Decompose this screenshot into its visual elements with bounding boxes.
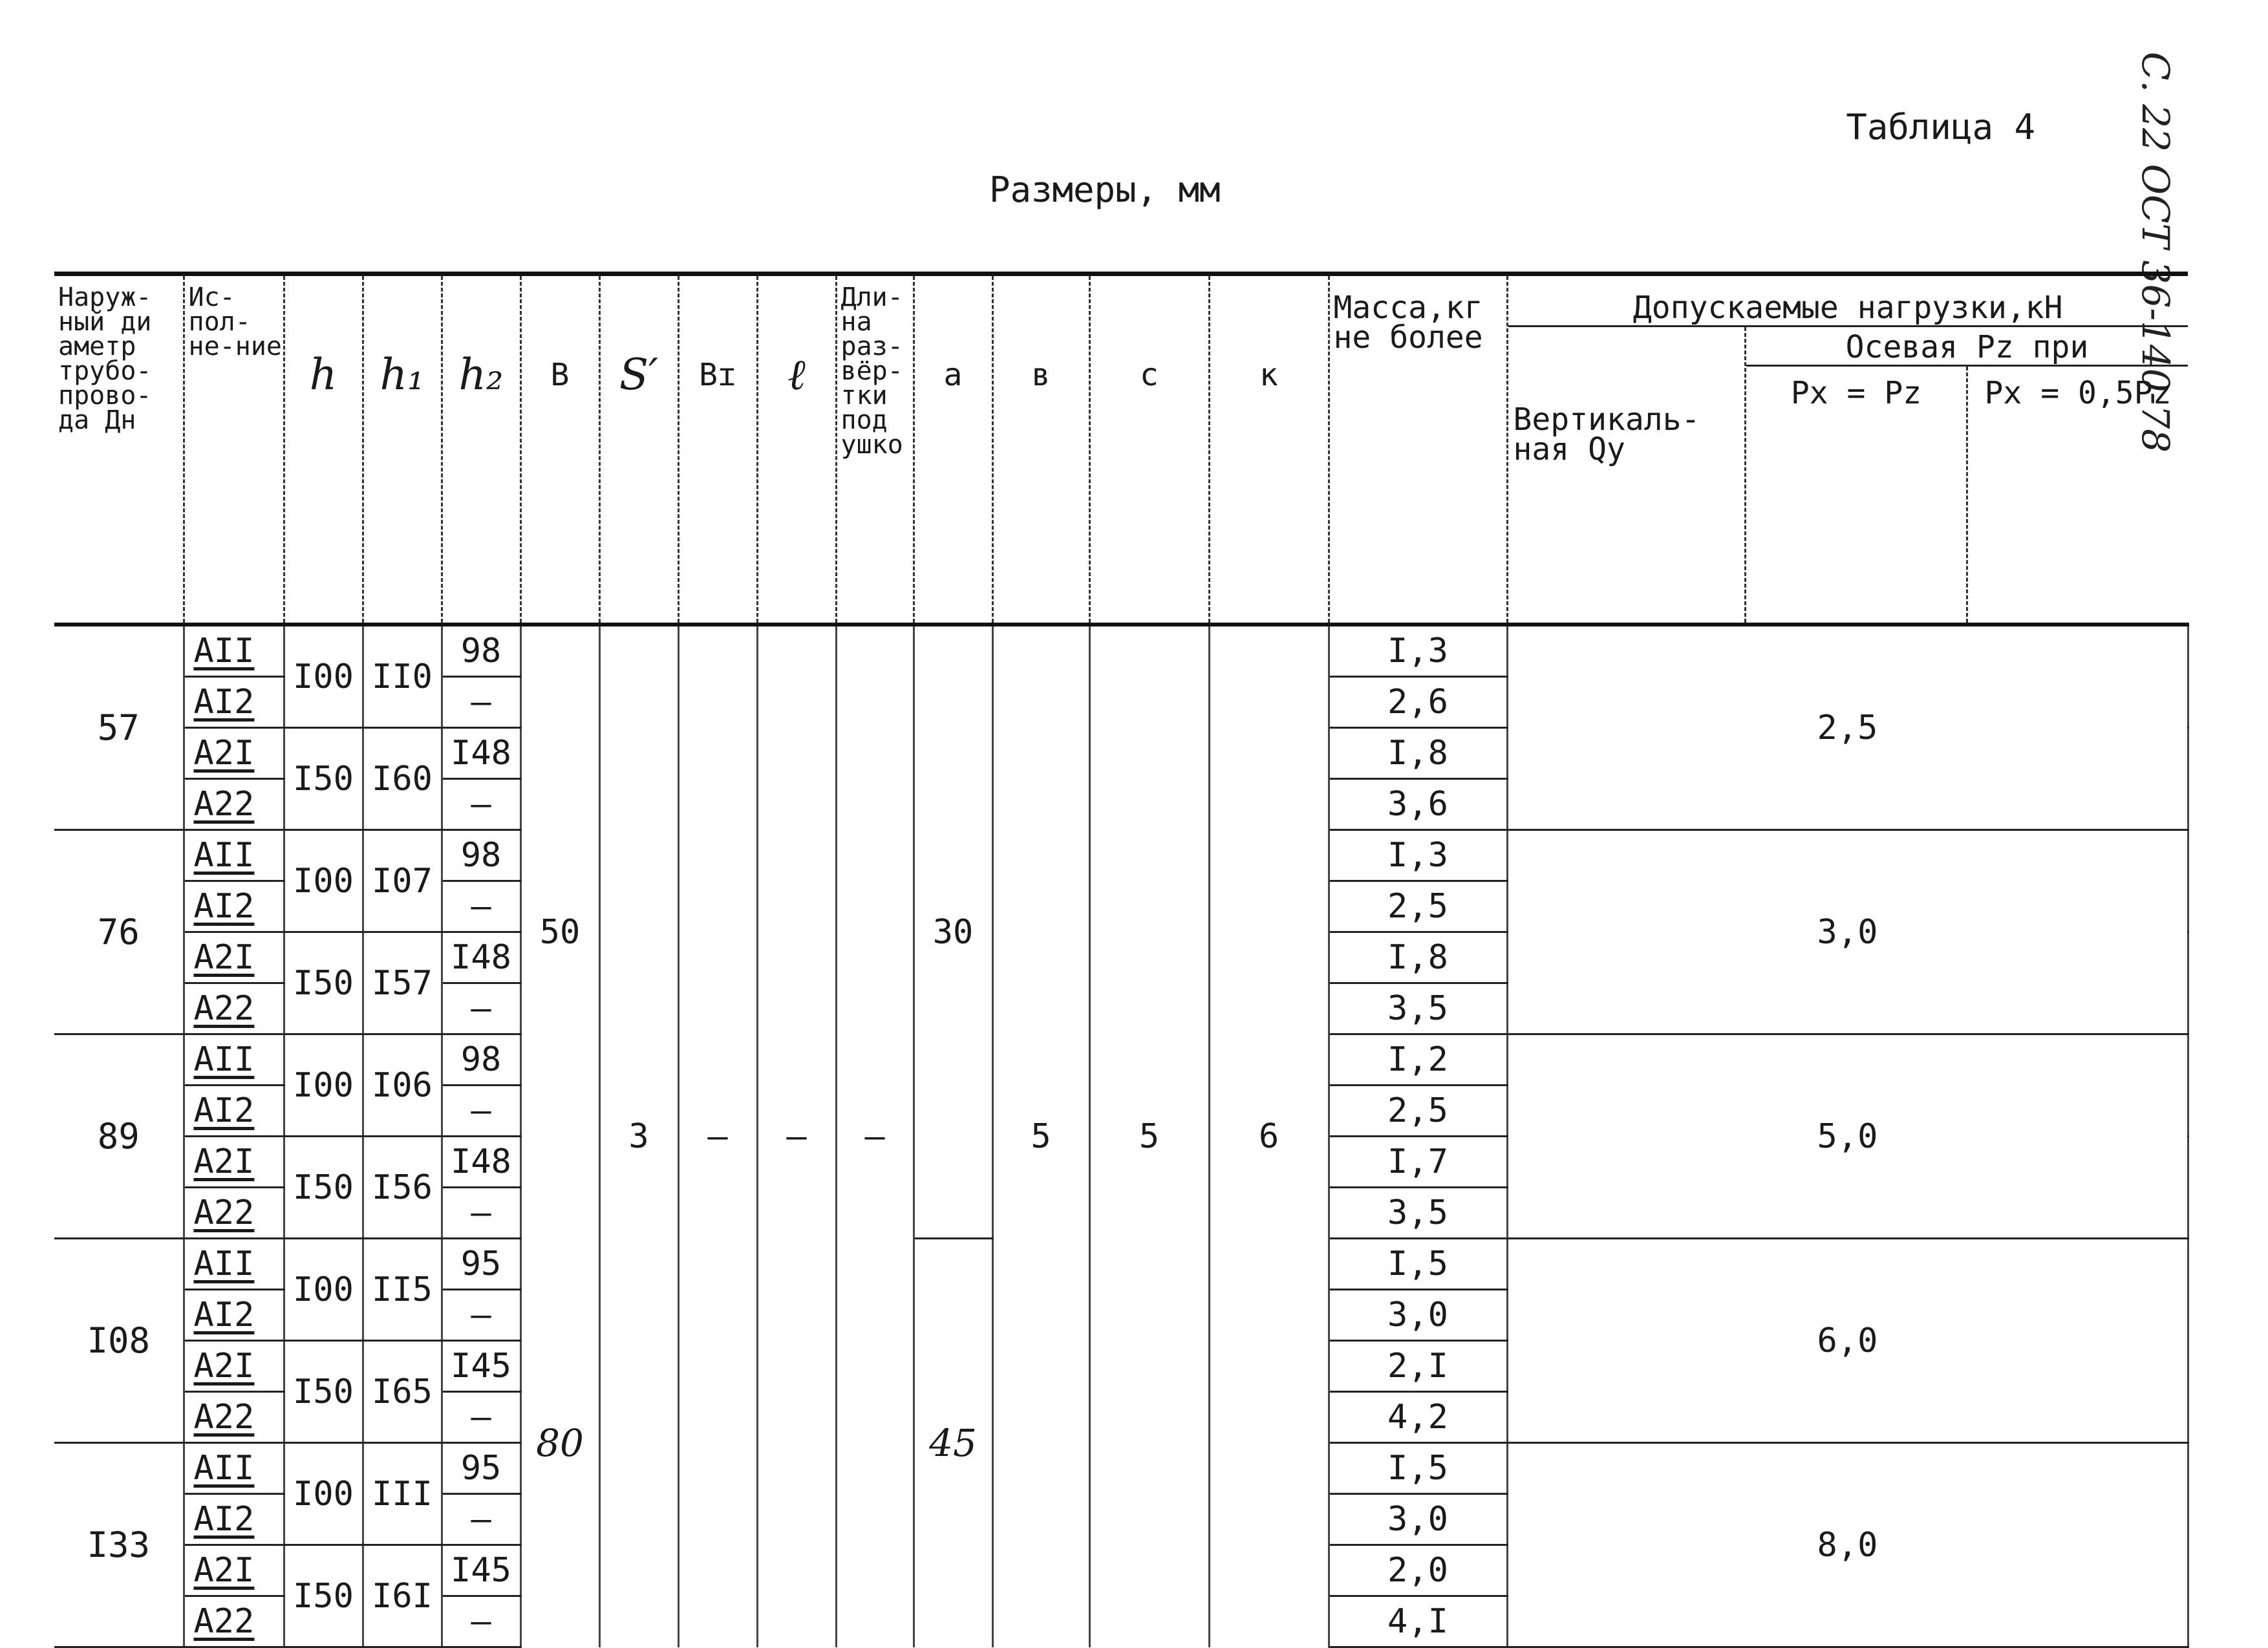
h1-cell: III	[363, 1443, 442, 1545]
b-cell: 5	[992, 625, 1089, 1647]
variant-cell: AI2	[184, 1290, 284, 1341]
variant-cell: A2I	[184, 932, 284, 983]
variant-cell: AI2	[184, 1494, 284, 1545]
variant-cell: A2I	[184, 728, 284, 779]
mass-cell: I,2	[1329, 1034, 1507, 1086]
h2-cell: –	[442, 1086, 520, 1137]
h1-cell: I56	[363, 1137, 442, 1239]
h-cell: I50	[284, 932, 363, 1034]
col-l: ℓ	[757, 274, 836, 625]
a-large-cell: 45	[914, 1239, 992, 1647]
variant-cell: A22	[184, 779, 284, 830]
col-px-half-pz: Px = 0,5Pz	[1984, 375, 2172, 411]
table-body	[54, 625, 2188, 1647]
h2-cell: –	[442, 1596, 520, 1647]
variant-cell: A2I	[184, 1341, 284, 1392]
dn-cell: 76	[54, 830, 184, 1034]
mass-cell: I,8	[1329, 728, 1507, 779]
h2-cell: 95	[442, 1443, 520, 1494]
col-h1: h₁	[363, 274, 442, 625]
h1-cell: I06	[363, 1034, 442, 1137]
dimensions-table	[54, 272, 2189, 1648]
col-b-upper: B	[520, 274, 599, 625]
col-axial: Осевая Pz при	[1746, 327, 2188, 367]
h-cell: I50	[284, 1137, 363, 1239]
h1-cell: I57	[363, 932, 442, 1034]
h2-cell: –	[442, 983, 520, 1034]
table-title: Размеры, мм	[989, 169, 1221, 210]
dn-cell: 57	[54, 625, 184, 830]
col-loads	[1507, 274, 2188, 625]
h-cell: I00	[284, 830, 363, 932]
col-b1: Bɪ	[678, 274, 757, 625]
h1-cell: I65	[363, 1341, 442, 1443]
h2-cell: –	[442, 1290, 520, 1341]
mass-cell: I,7	[1329, 1137, 1507, 1188]
variant-cell: AII	[184, 830, 284, 881]
mass-cell: 3,5	[1329, 1188, 1507, 1239]
mass-cell: 3,6	[1329, 779, 1507, 830]
mass-cell: I,8	[1329, 932, 1507, 983]
h-cell: I00	[284, 1239, 363, 1341]
col-px-eq-pz: Px = Pz	[1746, 367, 1968, 623]
variant-cell: A22	[184, 1596, 284, 1647]
col-h2: h₂	[442, 274, 520, 625]
variant-cell: A22	[184, 1188, 284, 1239]
vertical-load-cell: 5,0	[1507, 1034, 2188, 1239]
k-cell: 6	[1209, 625, 1329, 1647]
col-mass: Масса,кг не более	[1329, 274, 1507, 625]
mass-cell: I,5	[1329, 1443, 1507, 1494]
c-cell: 5	[1089, 625, 1209, 1647]
h2-cell: I48	[442, 1137, 520, 1188]
header-row	[54, 274, 2188, 625]
variant-cell: A22	[184, 983, 284, 1034]
variant-cell: AI2	[184, 677, 284, 728]
h-cell: I00	[284, 1443, 363, 1545]
vertical-load-cell: 3,0	[1507, 830, 2188, 1034]
h2-cell: –	[442, 881, 520, 932]
b-large-cell: 80	[520, 1239, 599, 1647]
mass-cell: I,3	[1329, 830, 1507, 881]
mass-cell: 4,2	[1329, 1392, 1507, 1443]
s-cell: 3	[599, 625, 678, 1647]
dn-cell: I08	[54, 1239, 184, 1443]
b-small-cell: 50	[520, 625, 599, 1239]
h2-cell: –	[442, 1392, 520, 1443]
l-cell: –	[757, 625, 836, 1647]
h2-cell: –	[442, 677, 520, 728]
vertical-load-cell: 8,0	[1507, 1443, 2188, 1647]
h-cell: I00	[284, 1034, 363, 1137]
table-number: Таблица 4	[1846, 107, 2035, 147]
variant-cell: AI2	[184, 881, 284, 932]
h2-cell: –	[442, 1494, 520, 1545]
col-h: h	[284, 274, 363, 625]
mass-cell: 3,0	[1329, 1494, 1507, 1545]
col-pad-length: Дли-на раз-вёр-тки под ушко	[836, 274, 914, 625]
dn-cell: I33	[54, 1443, 184, 1647]
h1-cell: I07	[363, 830, 442, 932]
variant-cell: AII	[184, 1239, 284, 1290]
mass-cell: 2,5	[1329, 1086, 1507, 1137]
col-s: S′	[599, 274, 678, 625]
col-a: а	[914, 274, 992, 625]
col-c: с	[1089, 274, 1209, 625]
col-variant: Ис-пол-не-ние	[184, 274, 284, 625]
loads-title: Допускаемые нагрузки,кН	[1508, 293, 2188, 327]
b1-cell: –	[678, 625, 757, 1647]
variant-cell: AII	[184, 625, 284, 677]
dn-cell: 89	[54, 1034, 184, 1239]
variant-cell: AI2	[184, 1086, 284, 1137]
h1-cell: II0	[363, 625, 442, 728]
h2-cell: I48	[442, 932, 520, 983]
h2-cell: 98	[442, 830, 520, 881]
variant-cell: A2I	[184, 1137, 284, 1188]
variant-cell: AII	[184, 1443, 284, 1494]
vertical-load-cell: 6,0	[1507, 1239, 2188, 1443]
mass-cell: I,5	[1329, 1239, 1507, 1290]
table-row	[54, 625, 2188, 677]
mass-cell: 2,I	[1329, 1341, 1507, 1392]
a-small-cell: 30	[914, 625, 992, 1239]
h-cell: I50	[284, 1341, 363, 1443]
h2-cell: 98	[442, 625, 520, 677]
h1-cell: I60	[363, 728, 442, 830]
h2-cell: –	[442, 1188, 520, 1239]
h-cell: I00	[284, 625, 363, 728]
variant-cell: AII	[184, 1034, 284, 1086]
h2-cell: I48	[442, 728, 520, 779]
h2-cell: I45	[442, 1545, 520, 1596]
h2-cell: –	[442, 779, 520, 830]
mass-cell: 2,5	[1329, 881, 1507, 932]
h-cell: I50	[284, 728, 363, 830]
h2-cell: I45	[442, 1341, 520, 1392]
variant-cell: A2I	[184, 1545, 284, 1596]
col-vertical: Вертикаль-ная Qу	[1508, 327, 1747, 623]
col-dn: Наруж-ный ди аметр трубо-прово-да Дн	[54, 274, 184, 625]
mass-cell: 3,5	[1329, 983, 1507, 1034]
h1-cell: II5	[363, 1239, 442, 1341]
h-cell: I50	[284, 1545, 363, 1647]
h2-cell: 98	[442, 1034, 520, 1086]
mass-cell: 2,6	[1329, 677, 1507, 728]
pad-length-cell: –	[836, 625, 914, 1647]
col-b: в	[992, 274, 1089, 625]
h1-cell: I6I	[363, 1545, 442, 1647]
mass-cell: I,3	[1329, 625, 1507, 677]
h2-cell: 95	[442, 1239, 520, 1290]
mass-cell: 4,I	[1329, 1596, 1507, 1647]
variant-cell: A22	[184, 1392, 284, 1443]
dimensions-table-wrap	[54, 272, 2188, 1648]
col-k: к	[1209, 274, 1329, 625]
side-note-text: С. 22 ОСТ 36-140-78	[2134, 52, 2177, 453]
mass-cell: 3,0	[1329, 1290, 1507, 1341]
vertical-load-cell: 2,5	[1507, 625, 2188, 830]
mass-cell: 2,0	[1329, 1545, 1507, 1596]
